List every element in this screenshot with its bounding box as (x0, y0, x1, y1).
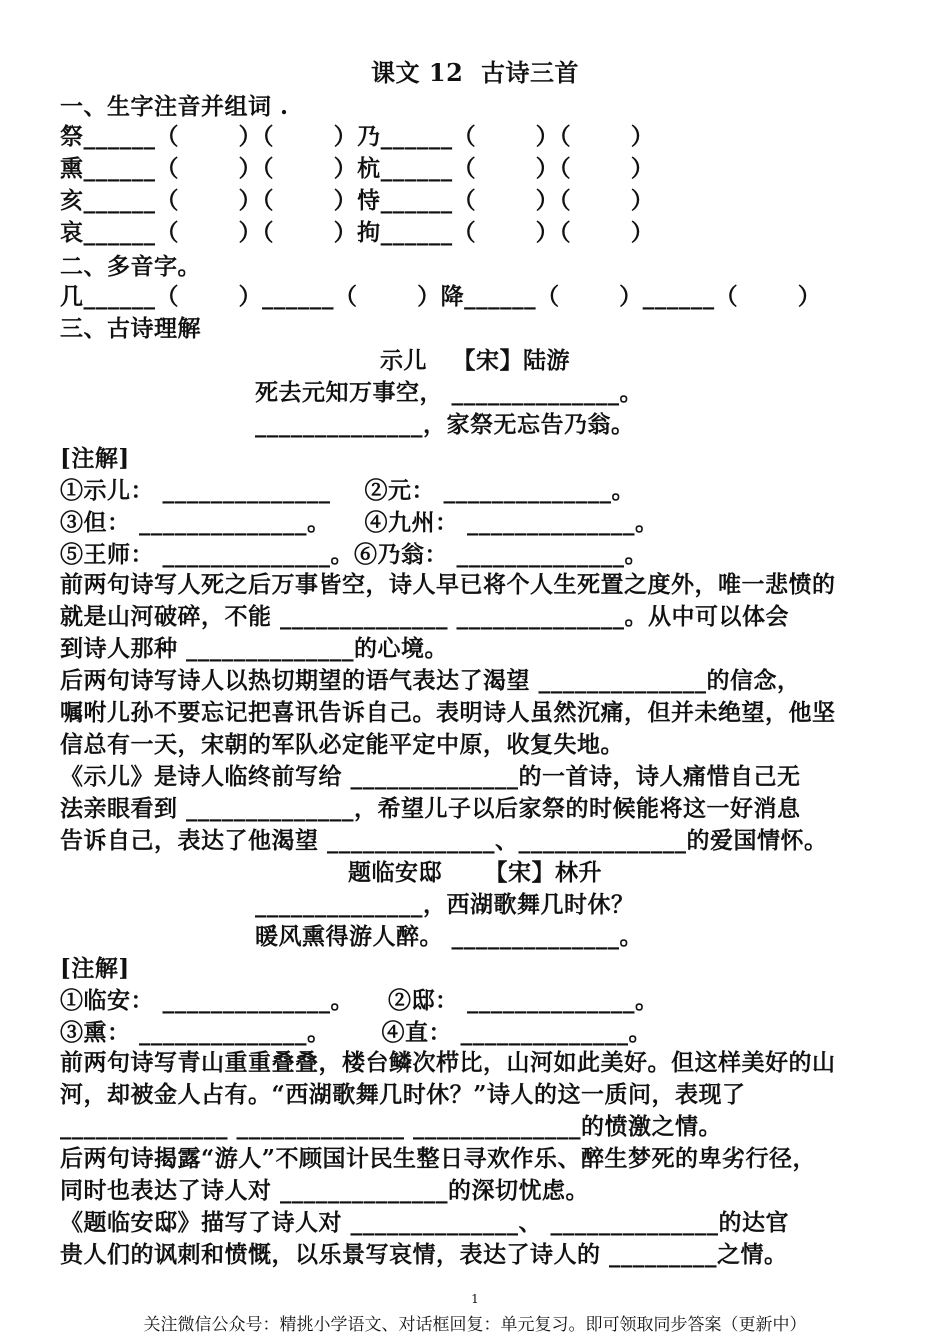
page-title: 课文 12 古诗三首 (371, 58, 579, 87)
poem1-note-row: ③但： ______________。 ④九州： ______________。 (60, 509, 659, 536)
section3-heading: 三、古诗理解 (60, 315, 201, 342)
poem2-paragraph-line: 贵人们的讽刺和愤慨，以乐景写哀情，表达了诗人的 _________之情。 (60, 1241, 788, 1268)
poem1-paragraph-line: 就是山河破碎，不能 ______________ ______________。从中可以体会 (60, 603, 790, 630)
poem1-notes-label: [注解] (60, 445, 130, 472)
poem2-line: ______________，西湖歌舞几时休？ (255, 891, 635, 918)
poem2-paragraph-line: 同时也表达了诗人对 ______________的深切忧虑。 (60, 1177, 590, 1204)
poem1-note-row: ⑤王师： ______________。⑥乃翁： ______________。 (60, 541, 649, 568)
poem2-header: 题临安邸 【宋】林升 (347, 859, 603, 886)
poem1-paragraph-line: 后两句诗写诗人以热切期望的语气表达了渴望 ______________的信念， (60, 667, 801, 694)
section1-row: 熏______（ ）（ ）杭______（ ）（ ） (60, 155, 655, 182)
poem2-paragraph-line: 后两句诗揭露“游人”不顾国计民生整日寻欢作乐、醉生梦死的卑劣行径， (60, 1145, 816, 1172)
poem2-line: 暖风熏得游人醉。 ______________。 (255, 923, 644, 950)
section2-row: 几______（ ）______（ ）降______（ ）______（ ） (60, 283, 822, 310)
poem2-notes-label: [注解] (60, 955, 130, 982)
footer-note: 关注微信公众号：精挑小学语文、对话框回复：单元复习。即可领取同步答案（更新中） (143, 1315, 807, 1335)
poem1-note-row: ①示儿： ______________ ②元： ______________。 (60, 477, 636, 504)
poem2-paragraph-line: ______________ ______________ ______________的愤激之情。 (60, 1113, 723, 1140)
poem1-paragraph-line: 法亲眼看到 ______________，希望儿子以后家祭的时候能将这一好消息 (60, 795, 801, 822)
section1-row: 祭______（ ）（ ）乃______（ ）（ ） (60, 123, 655, 150)
page-number: 1 (471, 1292, 479, 1306)
poem2-note-row: ③熏： ______________。 ④直： ______________。 (60, 1019, 653, 1046)
poem1-line: ______________，家祭无忘告乃翁。 (255, 411, 635, 438)
poem2-paragraph-line: 前两句诗写青山重重叠叠，楼台鳞次栉比，山河如此美好。但这样美好的山 (60, 1049, 836, 1076)
poem1-paragraph-line: 信总有一天，宋朝的军队必定能平定中原，收复失地。 (60, 731, 624, 758)
section2-heading: 二、多音字。 (60, 253, 201, 280)
poem2-note-row: ①临安： ______________。 ②邸： ______________。 (60, 987, 659, 1014)
poem1-paragraph-line: 前两句诗写人死之后万事皆空，诗人早已将个人生死置之度外，唯一悲愤的 (60, 571, 836, 598)
poem1-paragraph-line: 到诗人那种 ______________的心境。 (60, 635, 449, 662)
poem1-paragraph-line: 《示儿》是诗人临终前写给 ______________的一首诗，诗人痛惜自己无 (60, 763, 801, 790)
section1-row: 亥______（ ）（ ）恃______（ ）（ ） (60, 187, 655, 214)
poem1-line: 死去元知万事空， ______________。 (255, 379, 644, 406)
poem1-paragraph-line: 告诉自己，表达了他渴望 ______________、______________的爱国情怀。 (60, 827, 828, 854)
poem2-paragraph-line: 河，却被金人占有。“西湖歌舞几时休？”诗人的这一质问，表现了 (60, 1081, 746, 1108)
section1-heading: 一、生字注音并组词 . (60, 93, 289, 120)
poem1-header: 示儿 【宋】陆游 (379, 347, 571, 374)
section1-row: 哀______（ ）（ ）拘______（ ）（ ） (60, 219, 655, 246)
poem1-paragraph-line: 嘱咐儿孙不要忘记把喜讯告诉自己。表明诗人虽然沉痛，但并未绝望，他坚 (60, 699, 836, 726)
poem2-paragraph-line: 《题临安邸》描写了诗人对 ______________、 ______________的达官 (60, 1209, 790, 1236)
